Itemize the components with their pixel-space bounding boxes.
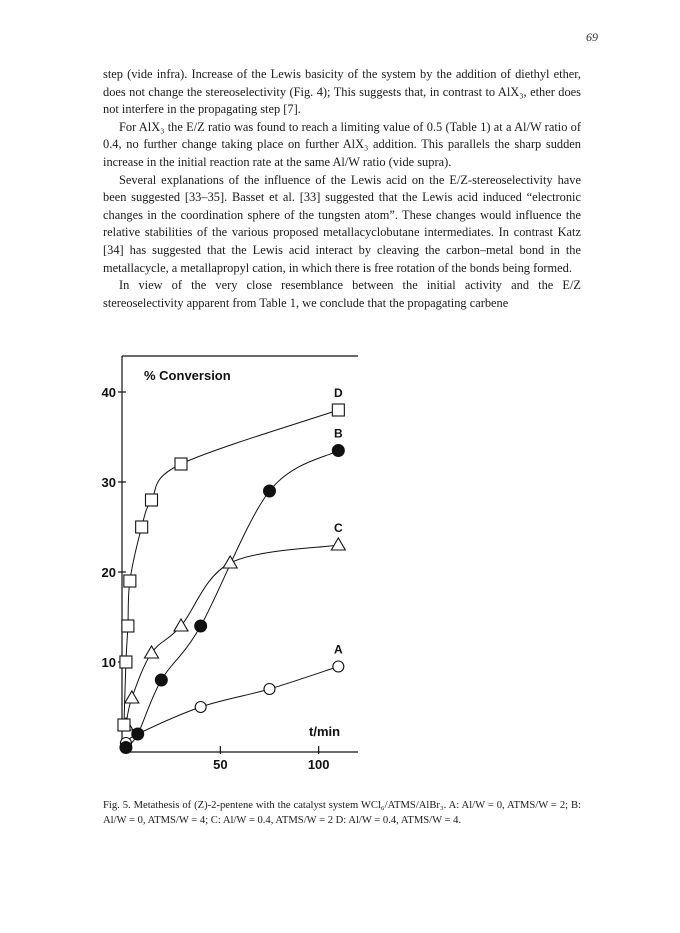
chart-series bbox=[118, 404, 345, 754]
series-label-A: A bbox=[333, 642, 343, 657]
series-B-point bbox=[264, 485, 276, 497]
series-A-point bbox=[195, 702, 206, 713]
series-C-point bbox=[174, 619, 188, 631]
y-tick-label: 30 bbox=[101, 475, 116, 490]
series-A-point bbox=[333, 661, 344, 672]
series-B bbox=[120, 445, 344, 754]
y-tick-label: 10 bbox=[101, 655, 116, 670]
series-D-point bbox=[146, 494, 158, 506]
page-number: 69 bbox=[586, 30, 598, 44]
paragraph-2: For AlX₃ the E/Z ratio was found to reach a limiting value of 0.5 (Table 1) at a Al/W ratio of 0.4, no further change taking place on further AlX₃ addition. This parallels the sharp sudden increase in the initial reaction rate at the same Al/W ratio (vide supra). bbox=[103, 119, 581, 169]
series-B-point bbox=[132, 728, 144, 740]
body-text bbox=[103, 66, 581, 312]
series-D-point bbox=[136, 521, 148, 533]
paragraph-4: In view of the very close resemblance between the initial activity and the E/Z stereoselectivity apparent from Table 1, we conclude that the propagating carbene bbox=[103, 278, 581, 310]
x-axis-label: t/min bbox=[309, 723, 341, 739]
chart-labels bbox=[144, 368, 343, 739]
series-D-point bbox=[332, 404, 344, 416]
series-D-point bbox=[175, 458, 187, 470]
y-tick-label: 20 bbox=[101, 565, 116, 580]
paragraph-1: step (vide infra). Increase of the Lewis basicity of the system by the addition of diethyl ether, does not change the stereoselectivity (Fig. 4); This suggests that, in contrast to AlX₃, ether does not interfere in the propagating step [7]. bbox=[103, 67, 581, 117]
series-A-point bbox=[264, 684, 275, 695]
series-C-point bbox=[125, 691, 139, 703]
figure-caption: Fig. 5. Metathesis of (Z)-2-pentene with the catalyst system WCl₆/ATMS/AlBr₃. A: Al/W = 0, ATMS/W = 2; B: Al/W = 0, ATMS/W = 4; C: Al/W = 0.4, ATMS/W = 2 D: Al/W = 0.4, ATMS/W = 4. bbox=[103, 800, 581, 826]
series-B-point bbox=[195, 620, 207, 632]
y-tick-label: 40 bbox=[101, 385, 116, 400]
x-tick-label: 100 bbox=[307, 757, 330, 772]
figure-5 bbox=[100, 348, 370, 788]
series-D-point bbox=[124, 575, 136, 587]
series-label-B: B bbox=[333, 426, 343, 441]
y-axis-label: % Conversion bbox=[144, 368, 231, 383]
series-B-point bbox=[120, 742, 132, 754]
series-C-point bbox=[331, 538, 345, 550]
series-B-point bbox=[155, 674, 167, 686]
series-D-point bbox=[122, 620, 134, 632]
paragraph-3: Several explanations of the influence of the Lewis acid on the E/Z-stereoselectivity have been suggested [33–35]. Basset et al. [33] suggested that the Lewis acid induced “electronic changes in the coordination sphere of the tungsten atom”. These changes would influence the relative stabilities of the various proposed metallacyclobutane intermediates. In contrast Katz [34] has suggested that the Lewis acid interact by cleaving the carbon–metal bond in the metallacycle, a metallapropyl cation, in which there is free rotation of the bonds being formed. bbox=[103, 172, 581, 275]
series-D-point bbox=[120, 656, 132, 668]
series-C bbox=[119, 538, 345, 730]
series-label-D: D bbox=[333, 386, 343, 400]
series-B-point bbox=[332, 445, 344, 457]
conversion-chart bbox=[100, 348, 370, 788]
series-D-point bbox=[118, 719, 130, 731]
x-tick-label: 50 bbox=[213, 757, 228, 772]
series-label-C: C bbox=[333, 521, 343, 535]
series-C-point bbox=[223, 556, 237, 568]
